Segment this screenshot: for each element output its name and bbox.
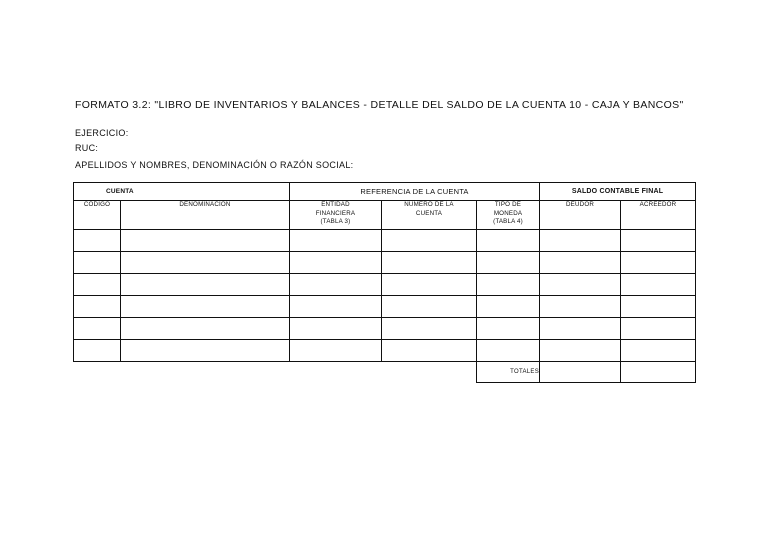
header-deudor: DEUDOR (540, 201, 621, 230)
header-numero-cuenta (382, 201, 477, 230)
totals-row (74, 362, 696, 383)
header-tipo-line-3: (TABLA 4) (493, 218, 523, 225)
cell-moneda (477, 274, 540, 296)
table-row (74, 252, 696, 274)
header-row-groups (74, 183, 696, 201)
cell-acreedor (621, 318, 696, 340)
cell-entidad (290, 230, 382, 252)
cell-codigo (74, 296, 121, 318)
header-referencia-cuenta: REFERENCIA DE LA CUENTA (290, 183, 540, 201)
cell-denominacion (121, 252, 290, 274)
cell-deudor (540, 340, 621, 362)
table-row (74, 296, 696, 318)
cell-denominacion (121, 274, 290, 296)
cell-acreedor (621, 230, 696, 252)
header-codigo: CÓDIGO (74, 201, 121, 230)
cell-moneda (477, 252, 540, 274)
cell-acreedor (621, 340, 696, 362)
header-cuenta: CUENTA (74, 183, 290, 201)
table-row (74, 274, 696, 296)
header-tipo-moneda (477, 201, 540, 230)
cell-moneda (477, 296, 540, 318)
document-title: FORMATO 3.2: "LIBRO DE INVENTARIOS Y BALANCES - DETALLE DEL SALDO DE LA CUENTA 10 - CAJA Y BANCOS" (75, 99, 684, 111)
totals-spacer (382, 362, 477, 383)
cell-codigo (74, 340, 121, 362)
cell-moneda (477, 230, 540, 252)
totales-label: TOTALES (477, 362, 540, 383)
cell-numero (382, 230, 477, 252)
header-tipo-line-2: MONEDA (493, 209, 523, 217)
header-tipo-line-1: TIPO DE (494, 201, 522, 208)
cell-moneda (477, 318, 540, 340)
ledger-table (73, 182, 696, 383)
cell-entidad (290, 296, 382, 318)
cell-denominacion (121, 340, 290, 362)
header-numero-line-1: NÚMERO DE LA (404, 201, 454, 208)
cell-codigo (74, 230, 121, 252)
table-row (74, 318, 696, 340)
cell-acreedor (621, 252, 696, 274)
cell-denominacion (121, 230, 290, 252)
cell-codigo (74, 318, 121, 340)
header-entidad-line-2: FINANCIERA (315, 209, 356, 217)
cell-codigo (74, 274, 121, 296)
header-row-columns (74, 201, 696, 230)
cell-codigo (74, 252, 121, 274)
cell-entidad (290, 318, 382, 340)
header-numero-line-2: CUENTA (415, 209, 443, 217)
cell-denominacion (121, 318, 290, 340)
cell-entidad (290, 340, 382, 362)
totals-spacer (74, 362, 121, 383)
table-row (74, 340, 696, 362)
cell-deudor (540, 252, 621, 274)
ruc-label: RUC: (75, 143, 99, 153)
totals-spacer (121, 362, 290, 383)
header-entidad-financiera (290, 201, 382, 230)
table-row (74, 230, 696, 252)
header-entidad-line-1: ENTIDAD (321, 201, 350, 208)
ejercicio-label: EJERCICIO: (75, 128, 129, 138)
cell-deudor (540, 274, 621, 296)
cell-acreedor (621, 296, 696, 318)
cell-deudor (540, 296, 621, 318)
totals-spacer (290, 362, 382, 383)
razon-social-label: APELLIDOS Y NOMBRES, DENOMINACIÓN O RAZÓN SOCIAL: (75, 160, 354, 170)
cell-deudor (540, 318, 621, 340)
cell-entidad (290, 252, 382, 274)
header-denominacion: DENOMINACIÓN (121, 201, 290, 230)
cell-denominacion (121, 296, 290, 318)
cell-numero (382, 340, 477, 362)
cell-deudor (540, 230, 621, 252)
total-deudor-cell (540, 362, 621, 383)
cell-acreedor (621, 274, 696, 296)
cell-numero (382, 252, 477, 274)
cell-entidad (290, 274, 382, 296)
header-entidad-line-3: (TABLA 3) (320, 218, 351, 225)
cell-numero (382, 274, 477, 296)
cell-numero (382, 296, 477, 318)
header-saldo-contable-final: SALDO CONTABLE FINAL (540, 183, 696, 201)
header-acreedor: ACREEDOR (621, 201, 696, 230)
cell-numero (382, 318, 477, 340)
cell-moneda (477, 340, 540, 362)
total-acreedor-cell (621, 362, 696, 383)
